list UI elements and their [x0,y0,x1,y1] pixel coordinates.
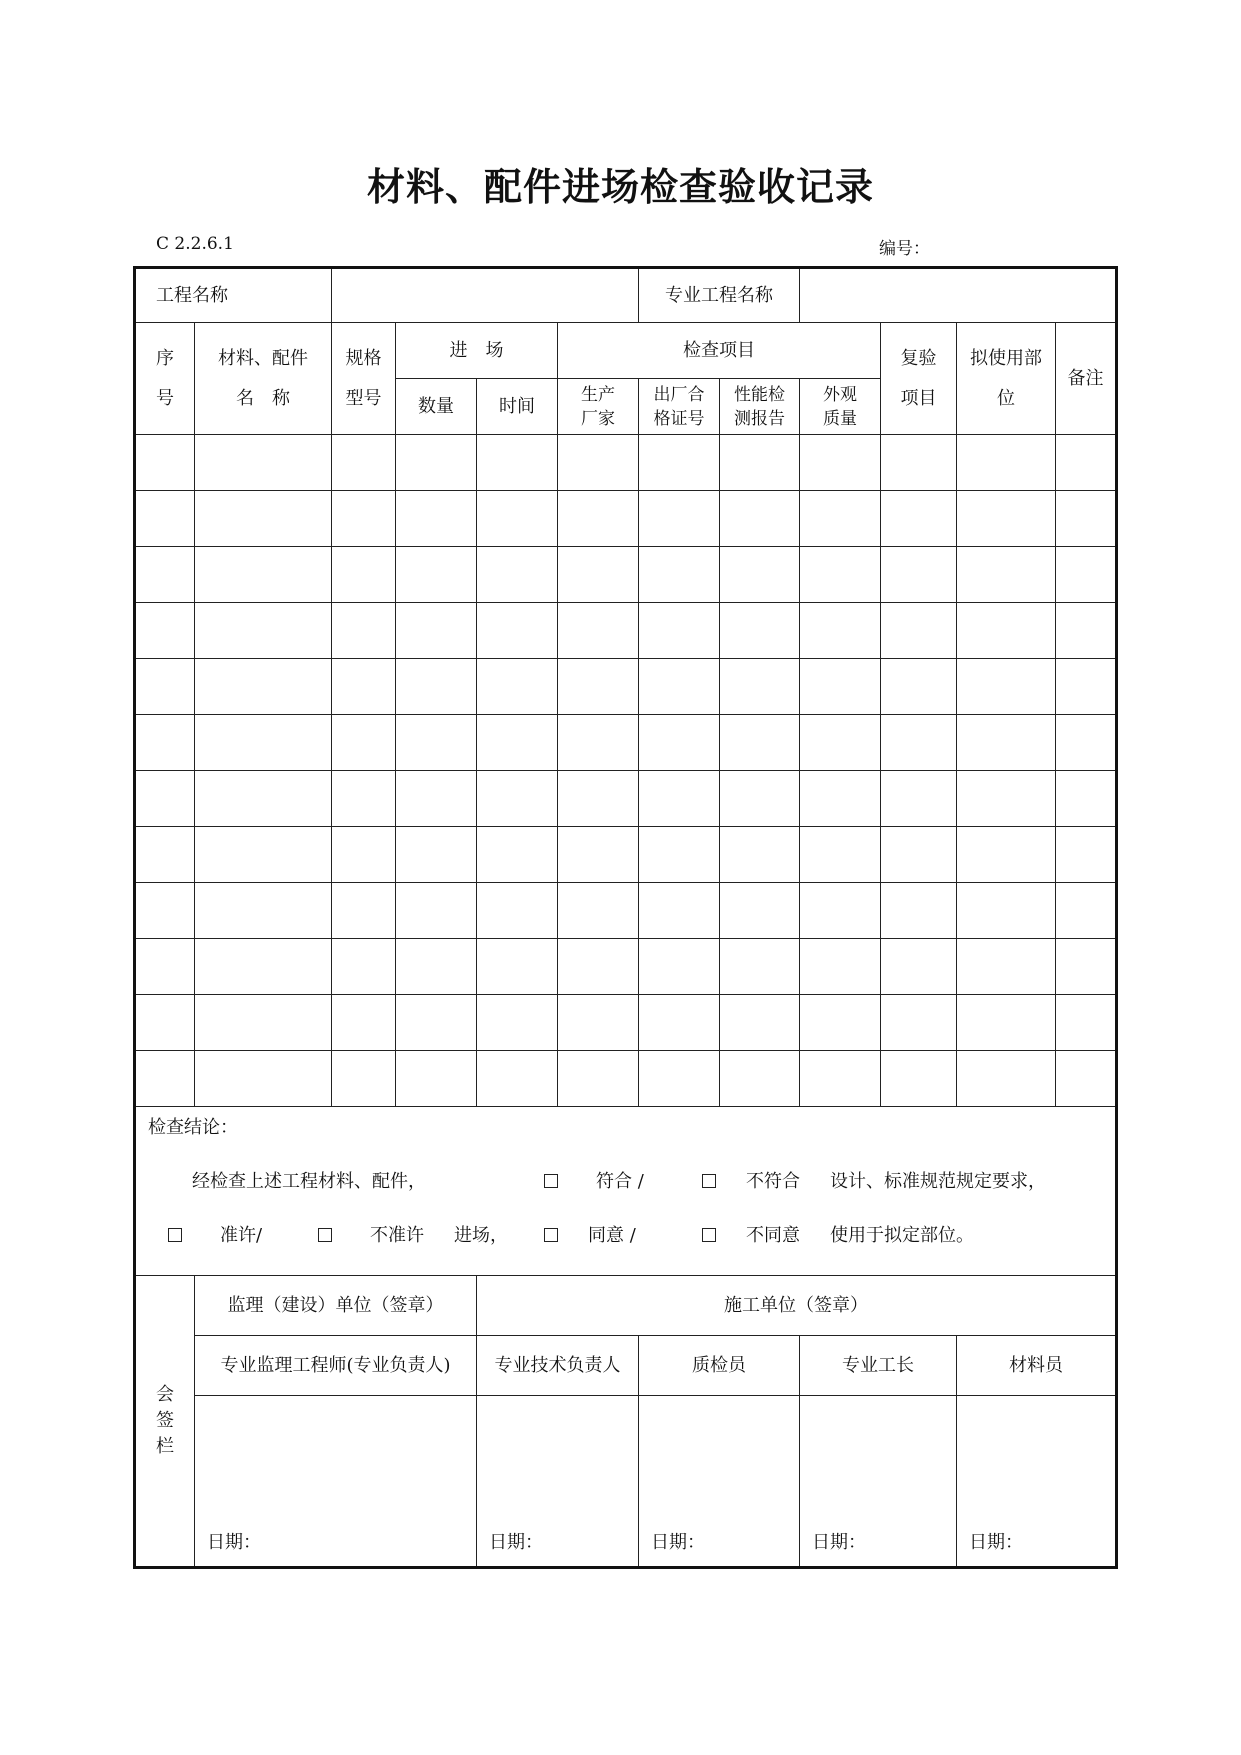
table-cell[interactable] [639,547,720,603]
header-retest [881,323,957,435]
checkbox-permit[interactable] [168,1223,182,1249]
table-cell[interactable] [957,715,1056,771]
table-cell[interactable] [720,939,800,995]
checkbox-icon [702,1228,716,1242]
option-comply-label: 符合 / [596,1171,644,1192]
table-row [135,771,1117,827]
table-row [135,995,1117,1051]
table-cell[interactable] [1056,659,1117,715]
table-cell[interactable] [639,715,720,771]
table-cell[interactable] [135,547,195,603]
table-cell[interactable] [332,547,396,603]
table-cell[interactable] [558,659,639,715]
table-cell[interactable] [881,1051,957,1107]
signoff-side-char-1: 会 [156,1384,174,1405]
signature-box-foreman[interactable] [800,1396,957,1568]
table-cell[interactable] [957,491,1056,547]
table-cell[interactable] [1056,827,1117,883]
table-row [135,827,1117,883]
table-cell[interactable] [800,771,881,827]
signature-box-supervision[interactable] [195,1396,477,1568]
table-cell[interactable] [135,603,195,659]
table-cell[interactable] [332,995,396,1051]
table-cell[interactable] [558,995,639,1051]
header-remarks: 备注 [1056,323,1117,435]
table-cell[interactable] [881,827,957,883]
table-cell[interactable] [881,771,957,827]
table-cell[interactable] [477,715,558,771]
table-cell[interactable] [195,883,332,939]
table-cell[interactable] [957,939,1056,995]
table-cell[interactable] [1056,491,1117,547]
table-cell[interactable] [957,995,1056,1051]
table-cell[interactable] [195,939,332,995]
table-cell[interactable] [477,771,558,827]
conclusion-line-2-end: 使用于拟定部位。 [830,1225,974,1246]
table-cell[interactable] [135,995,195,1051]
table-cell[interactable] [639,1051,720,1107]
checkbox-icon [544,1228,558,1242]
checkbox-agree[interactable] [544,1223,558,1249]
table-cell[interactable] [957,435,1056,491]
header-performance-top: 性能检 [734,384,785,405]
table-row [135,491,1117,547]
table-cell[interactable] [720,603,800,659]
table-cell[interactable] [558,715,639,771]
signoff-side-char-2: 签 [156,1410,174,1431]
checkbox-not-comply[interactable] [702,1169,716,1195]
header-seq-top: 序 [156,347,174,369]
table-row [135,603,1117,659]
table-cell[interactable] [195,603,332,659]
table-cell[interactable] [396,771,477,827]
table-cell[interactable] [800,435,881,491]
table-cell[interactable] [477,659,558,715]
header-time: 时间 [477,379,558,435]
date-label: 日期： [207,1532,261,1553]
header-quantity: 数量 [396,379,477,435]
supervision-unit-header: 监理（建设）单位（签章） [195,1276,477,1336]
table-cell[interactable] [720,659,800,715]
table-cell[interactable] [558,547,639,603]
table-cell[interactable] [477,435,558,491]
table-cell[interactable] [135,659,195,715]
header-manufacturer-bottom: 厂家 [581,408,615,429]
table-cell[interactable] [957,1051,1056,1107]
table-cell[interactable] [720,1051,800,1107]
table-cell[interactable] [396,883,477,939]
table-cell[interactable] [477,883,558,939]
table-cell[interactable] [396,491,477,547]
table-cell[interactable] [957,771,1056,827]
header-appearance-bottom: 质量 [823,408,857,429]
signoff-side-label [135,1276,195,1568]
table-cell[interactable] [800,939,881,995]
table-cell[interactable] [639,939,720,995]
table-cell[interactable] [135,883,195,939]
table-cell[interactable] [639,491,720,547]
table-cell[interactable] [332,883,396,939]
table-row [135,715,1117,771]
table-cell[interactable] [332,827,396,883]
table-cell[interactable] [957,659,1056,715]
table-cell[interactable] [639,659,720,715]
header-spec-top: 规格 [345,347,382,369]
header-seq-bottom: 号 [156,387,174,409]
checkbox-disagree[interactable] [702,1223,716,1249]
table-cell[interactable] [135,1051,195,1107]
table-cell[interactable] [800,827,881,883]
table-cell[interactable] [1056,547,1117,603]
table-cell[interactable] [477,547,558,603]
table-cell[interactable] [195,995,332,1051]
table-cell[interactable] [396,827,477,883]
specialty-project-name-label: 专业工程名称 [639,268,800,323]
table-cell[interactable] [639,603,720,659]
table-cell[interactable] [720,547,800,603]
table-cell[interactable] [195,547,332,603]
role-quality-inspector: 质检员 [639,1336,800,1396]
form-title: 材料、配件进场检查验收记录 [366,164,874,209]
checkbox-icon [702,1174,716,1188]
header-manufacturer-top: 生产 [581,384,615,405]
option-not-permit-label: 不准许 [370,1225,424,1246]
project-name-field[interactable] [332,268,639,323]
header-spec [332,323,396,435]
table-row [135,435,1117,491]
header-performance-report [720,379,800,435]
checkbox-not-permit[interactable] [318,1223,332,1249]
date-label: 日期： [812,1532,866,1553]
table-cell[interactable] [1056,995,1117,1051]
table-cell[interactable] [477,995,558,1051]
table-cell[interactable] [396,547,477,603]
table-cell[interactable] [639,995,720,1051]
header-manufacturer [558,379,639,435]
table-cell[interactable] [639,883,720,939]
table-cell[interactable] [332,491,396,547]
table-cell[interactable] [800,547,881,603]
table-cell[interactable] [957,883,1056,939]
conclusion-line-1-text: 经检查上述工程材料、配件， [192,1171,426,1192]
header-appearance [800,379,881,435]
role-supervision-engineer: 专业监理工程师(专业负责人) [195,1336,477,1396]
checkbox-comply[interactable] [544,1169,558,1195]
header-certificate-bottom: 格证号 [653,408,705,429]
table-cell[interactable] [396,603,477,659]
signature-box-material-clerk[interactable] [957,1396,1117,1568]
header-appearance-top: 外观 [823,384,857,405]
table-cell[interactable] [957,827,1056,883]
header-material-bottom: 名 称 [236,387,290,409]
table-cell[interactable] [135,715,195,771]
table-cell[interactable] [881,715,957,771]
table-cell[interactable] [957,547,1056,603]
table-cell[interactable] [720,715,800,771]
header-certificate-top: 出厂合 [653,384,705,405]
table-cell[interactable] [195,435,332,491]
table-cell[interactable] [558,939,639,995]
table-cell[interactable] [396,435,477,491]
header-retest-top: 复验 [900,347,937,369]
specialty-project-name-field[interactable] [800,268,1117,323]
role-material-clerk: 材料员 [957,1336,1117,1396]
table-cell[interactable] [558,491,639,547]
checkbox-icon [318,1228,332,1242]
table-cell[interactable] [720,435,800,491]
table-cell[interactable] [396,1051,477,1107]
header-seq [135,323,195,435]
table-cell[interactable] [396,939,477,995]
table-row [135,939,1117,995]
header-certificate [639,379,720,435]
table-cell[interactable] [477,827,558,883]
table-cell[interactable] [477,1051,558,1107]
table-cell[interactable] [800,603,881,659]
header-spec-bottom: 型号 [345,387,382,409]
table-cell[interactable] [332,939,396,995]
table-cell[interactable] [881,995,957,1051]
table-cell[interactable] [881,491,957,547]
table-cell[interactable] [800,491,881,547]
form-code: C 2.2.6.1 [156,234,234,254]
table-cell[interactable] [1056,883,1117,939]
table-cell[interactable] [477,603,558,659]
table-cell[interactable] [195,659,332,715]
table-cell[interactable] [639,771,720,827]
table-cell[interactable] [800,995,881,1051]
table-cell[interactable] [332,659,396,715]
header-usage-top: 拟使用部 [970,347,1042,369]
table-cell[interactable] [1056,1051,1117,1107]
table-row [135,1051,1117,1107]
table-cell[interactable] [720,883,800,939]
checkbox-icon [544,1174,558,1188]
signoff-side-char-3: 栏 [156,1436,174,1457]
header-material-top: 材料、配件 [218,347,308,369]
header-performance-bottom: 测报告 [734,408,785,429]
checkbox-icon [168,1228,182,1242]
header-inspection-items: 检查项目 [558,323,881,379]
date-label: 日期： [651,1532,705,1553]
table-cell[interactable] [135,939,195,995]
construction-unit-header: 施工单位（签章） [477,1276,1117,1336]
table-cell[interactable] [881,435,957,491]
table-cell[interactable] [720,827,800,883]
role-technical-lead: 专业技术负责人 [477,1336,639,1396]
table-cell[interactable] [135,491,195,547]
header-entry: 进 场 [396,323,558,379]
option-agree-label: 同意 / [588,1225,636,1246]
table-cell[interactable] [135,827,195,883]
table-cell[interactable] [332,771,396,827]
table-cell[interactable] [477,491,558,547]
table-cell[interactable] [639,827,720,883]
signature-box-technical-lead[interactable] [477,1396,639,1568]
date-label: 日期： [969,1532,1023,1553]
table-cell[interactable] [558,883,639,939]
table-row [135,883,1117,939]
date-label: 日期： [489,1532,543,1553]
conclusion-line-1-end: 设计、标准规范规定要求， [830,1171,1046,1192]
table-cell[interactable] [332,603,396,659]
inspection-conclusion [135,1107,1117,1276]
table-cell[interactable] [558,771,639,827]
header-retest-bottom: 项目 [900,387,937,409]
table-cell[interactable] [332,435,396,491]
table-cell[interactable] [881,883,957,939]
form-number-label: 编号： [879,239,930,259]
table-cell[interactable] [957,603,1056,659]
table-cell[interactable] [195,1051,332,1107]
table-cell[interactable] [195,715,332,771]
table-cell[interactable] [639,435,720,491]
table-cell[interactable] [720,771,800,827]
conclusion-entry-text: 进场， [454,1225,508,1246]
option-disagree-label: 不同意 [746,1225,800,1246]
table-cell[interactable] [881,547,957,603]
table-cell[interactable] [558,827,639,883]
table-cell[interactable] [800,883,881,939]
table-cell[interactable] [881,603,957,659]
table-cell[interactable] [881,939,957,995]
table-cell[interactable] [720,491,800,547]
table-cell[interactable] [195,771,332,827]
table-cell[interactable] [195,491,332,547]
conclusion-label: 检查结论： [148,1117,238,1138]
table-cell[interactable] [558,603,639,659]
table-cell[interactable] [800,659,881,715]
table-cell[interactable] [1056,715,1117,771]
table-cell[interactable] [135,771,195,827]
option-not-comply-label: 不符合 [746,1171,800,1192]
table-cell[interactable] [881,659,957,715]
signature-box-quality-inspector[interactable] [639,1396,800,1568]
table-cell[interactable] [477,939,558,995]
header-material [195,323,332,435]
table-cell[interactable] [396,659,477,715]
table-cell[interactable] [1056,603,1117,659]
role-foreman: 专业工长 [800,1336,957,1396]
table-cell[interactable] [720,995,800,1051]
table-cell[interactable] [135,435,195,491]
table-cell[interactable] [558,435,639,491]
table-cell[interactable] [1056,939,1117,995]
table-cell[interactable] [396,995,477,1051]
form-number [879,234,990,259]
table-cell[interactable] [332,1051,396,1107]
table-cell[interactable] [558,1051,639,1107]
table-row [135,547,1117,603]
table-row [135,659,1117,715]
header-usage [957,323,1056,435]
table-cell[interactable] [1056,435,1117,491]
table-cell[interactable] [1056,771,1117,827]
table-cell[interactable] [800,1051,881,1107]
table-cell[interactable] [800,715,881,771]
option-permit-label: 准许/ [220,1225,263,1246]
table-cell[interactable] [332,715,396,771]
header-usage-bottom: 位 [997,387,1015,409]
inspection-form-table [133,266,1118,1569]
table-cell[interactable] [195,827,332,883]
project-name-label: 工程名称 [135,268,332,323]
table-cell[interactable] [396,715,477,771]
